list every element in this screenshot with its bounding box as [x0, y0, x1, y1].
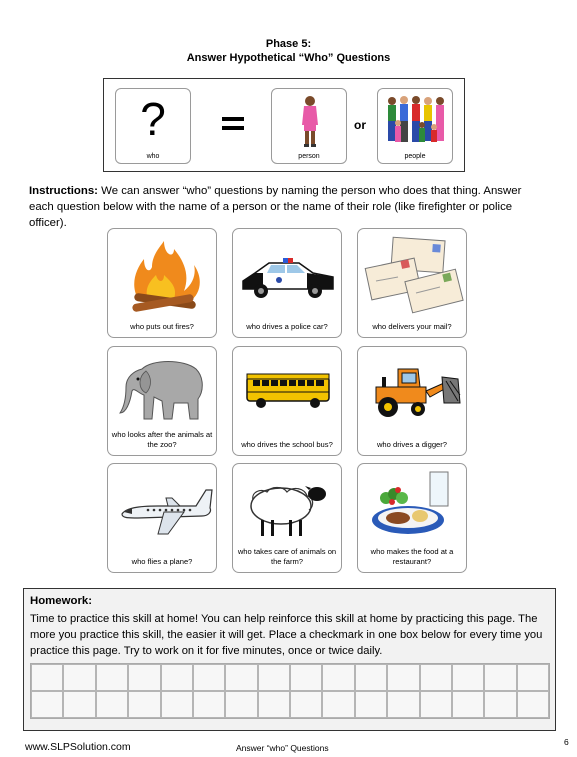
question-card-fire	[107, 228, 217, 338]
practice-checkbox[interactable]	[452, 691, 484, 718]
school-bus-icon	[233, 347, 343, 427]
practice-checkbox[interactable]	[31, 664, 63, 691]
practice-checkbox[interactable]	[258, 664, 290, 691]
card-label: who drives a digger?	[376, 440, 448, 449]
phase-subheading: Answer Hypothetical “Who” Questions	[186, 52, 391, 64]
question-card-restaurant	[357, 463, 467, 573]
mail-icon	[358, 229, 468, 319]
question-card-plane	[107, 463, 217, 573]
practice-checkbox[interactable]	[322, 691, 354, 718]
practice-checkbox[interactable]	[355, 691, 387, 718]
practice-checkbox[interactable]	[128, 664, 160, 691]
homework-box	[23, 588, 556, 731]
sheep-icon	[233, 464, 343, 548]
person-icon	[272, 89, 348, 155]
card-label: who takes care of animals on the farm?	[237, 547, 337, 566]
practice-checkbox[interactable]	[322, 664, 354, 691]
practice-checkbox[interactable]	[484, 691, 516, 718]
practice-checkbox[interactable]	[452, 664, 484, 691]
practice-checkbox[interactable]	[387, 691, 419, 718]
phase-heading: Phase 5:	[265, 38, 312, 50]
practice-checkbox[interactable]	[484, 664, 516, 691]
meal-icon	[358, 464, 468, 548]
card-label: who drives a police car?	[246, 322, 328, 331]
people-icon	[378, 89, 454, 155]
people-label: people	[404, 153, 426, 160]
practice-checkbox[interactable]	[96, 664, 128, 691]
instructions-text: We can answer “who” questions by naming the person who does that thing. Answer each question below with the name of a person or the name of their role (like firefighter or police officer).	[29, 185, 522, 229]
footer-website: www.SLPSolution.com	[25, 741, 131, 753]
who-symbol-card	[115, 88, 191, 164]
who-label: who	[146, 153, 160, 160]
question-card-zoo	[107, 346, 217, 456]
practice-checkbox[interactable]	[290, 664, 322, 691]
police-car-icon	[233, 229, 343, 319]
question-card-digger	[357, 346, 467, 456]
digger-icon	[358, 347, 468, 427]
practice-checkbox[interactable]	[420, 664, 452, 691]
practice-checkbox[interactable]	[225, 664, 257, 691]
question-card-farm	[232, 463, 342, 573]
or-text: or	[354, 118, 366, 132]
practice-checkbox[interactable]	[31, 691, 63, 718]
people-symbol-card	[377, 88, 453, 164]
question-mark-icon: ?	[140, 93, 166, 145]
practice-checkbox[interactable]	[193, 691, 225, 718]
practice-checkbox[interactable]	[63, 664, 95, 691]
card-label: who looks after the animals at the zoo?	[111, 430, 213, 449]
person-symbol-card	[271, 88, 347, 164]
practice-checkbox[interactable]	[63, 691, 95, 718]
practice-checkbox[interactable]	[96, 691, 128, 718]
practice-checkbox[interactable]	[225, 691, 257, 718]
practice-checkbox[interactable]	[420, 691, 452, 718]
card-label: who puts out fires?	[130, 322, 194, 331]
card-label: who drives the school bus?	[241, 440, 333, 449]
practice-checkbox[interactable]	[128, 691, 160, 718]
practice-checkbox-grid	[30, 663, 550, 719]
page-title	[0, 37, 577, 65]
practice-checkbox[interactable]	[517, 664, 549, 691]
practice-checkbox[interactable]	[258, 691, 290, 718]
homework-text: Time to practice this skill at home! You can help reinforce this skill at home by practicing this page. The more you practice this skill, the easier it will get. Place a checkmark in one box below for every time you practice this page. Try to work on it for five minutes, once or twice daily.	[30, 613, 543, 657]
practice-checkbox[interactable]	[161, 664, 193, 691]
practice-checkbox[interactable]	[290, 691, 322, 718]
practice-checkbox[interactable]	[161, 691, 193, 718]
card-label: who flies a plane?	[131, 557, 193, 566]
airplane-icon	[108, 464, 218, 548]
card-label: who delivers your mail?	[372, 322, 452, 331]
question-card-police-car	[232, 228, 342, 338]
practice-checkbox[interactable]	[517, 691, 549, 718]
page-number: 6	[564, 737, 569, 747]
footer-title: Answer “who” Questions	[236, 743, 329, 753]
practice-checkbox[interactable]	[193, 664, 225, 691]
question-card-mail	[357, 228, 467, 338]
question-card-school-bus	[232, 346, 342, 456]
practice-checkbox[interactable]	[387, 664, 419, 691]
instructions	[29, 183, 541, 231]
fire-icon	[108, 229, 218, 319]
person-label: person	[298, 153, 320, 160]
card-label: who makes the food at a restaurant?	[370, 547, 454, 566]
homework-title: Homework:	[30, 595, 93, 607]
equals-icon	[222, 117, 244, 131]
elephant-icon	[108, 347, 218, 427]
practice-checkbox[interactable]	[355, 664, 387, 691]
instructions-label: Instructions:	[29, 185, 98, 197]
